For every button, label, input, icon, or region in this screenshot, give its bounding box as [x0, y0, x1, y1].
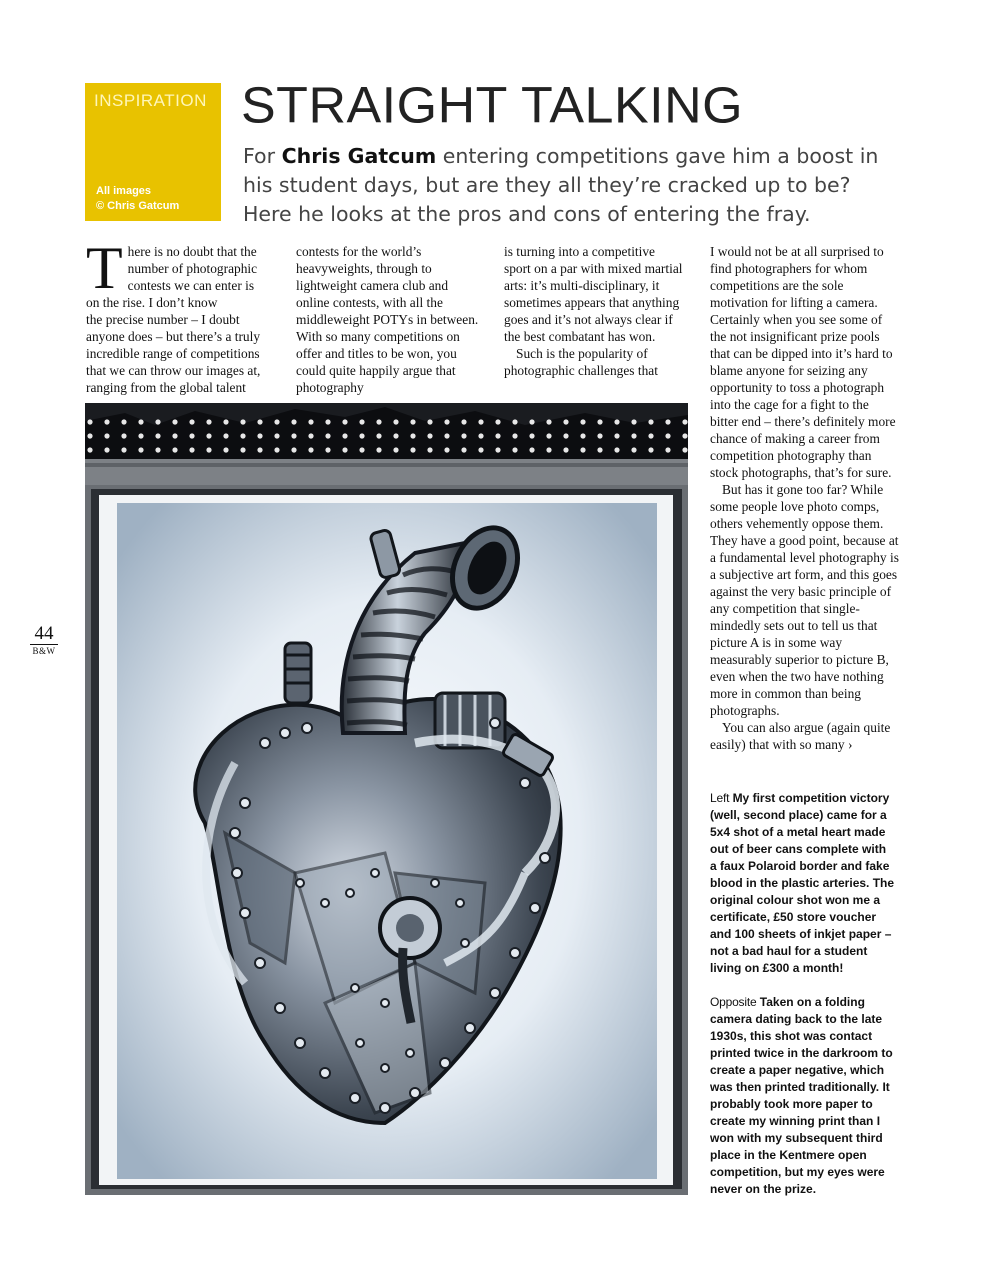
- metal-heart-photograph: [85, 403, 688, 1195]
- headline: STRAIGHT TALKING: [241, 77, 744, 135]
- standfirst: [243, 142, 883, 229]
- column-3-text-2: Such is the popularity of photographic challenges that: [504, 346, 658, 378]
- body-column-2: [296, 243, 482, 396]
- magazine-mark: B&W: [32, 646, 56, 656]
- column-4-text-3: You can also argue (again quite easily) that with so many ›: [710, 720, 891, 752]
- body-column-4: [710, 243, 900, 753]
- caption-left: [710, 790, 896, 977]
- column-4-text: I would not be at all surprised to find photographers for whom competitions are the sole motivation for lifting a camera. Certainly when you see some of the not insignificant prize pools that can be dipped into it’s hard to blame anyone for seizing any opportunity to toss a photograph into the cage for a fight to the bitter end – there’s definitely more chance of making a career from competition photography than stock photographs, that’s for sure.: [710, 244, 896, 480]
- credit-line-2: © Chris Gatcum: [96, 200, 180, 212]
- column-4-text-2: But has it gone too far? While some people love photo comps, others vehemently oppose them. They have a good point, because at a fundamental level photography is a subjective art form, and this goes against the very basic principle of any competition that single-mindedly sets out to tell us that picture A is in some way measurably superior to picture B, even when the two have nothing more in common than being photographs.: [710, 482, 899, 718]
- column-1-text: here is no doubt that the number of photographic contests we can enter is on the rise. I don’t know the precise number – I doubt anyone does – but there’s a truly incredible range of competitions that we can throw our images at, ranging from the global talent: [86, 244, 261, 395]
- standfirst-rest: entering competitions gave him a boost in his student days, but are they all they’re cracked up to be? Here he looks at the pros and cons of entering the fray.: [243, 144, 879, 226]
- caption-opposite-lead: Opposite: [710, 995, 757, 1009]
- section-tag-box: [85, 83, 221, 221]
- caption-left-lead: Left: [710, 791, 730, 805]
- credit-line-1: All images: [96, 185, 152, 197]
- column-3-text: is turning into a competitive sport on a par with mixed martial arts: it’s multi-disciplinary, it sometimes appears that anything goes and it’s not always clear if the best combatant has won.: [504, 244, 683, 344]
- folio: [30, 624, 58, 657]
- author-name: Chris Gatcum: [281, 144, 437, 168]
- drop-cap: T: [86, 235, 123, 301]
- column-2-text: contests for the world’s heavyweights, through to lightweight camera club and online contests, with all the middleweight POTYs in between. With so many competitions on offer and titles to be won, you could quite happily argue that photography: [296, 244, 479, 395]
- section-tag-label: INSPIRATION: [94, 91, 207, 110]
- caption-left-body: My first competition victory (well, second place) came for a 5x4 shot of a metal heart made out of beer cans complete with a faux Polaroid border and fake blood in the plastic arteries. The original colour shot won me a certificate, £50 store voucher and 100 sheets of inkjet paper – not a bad haul for a student living on £300 a month!: [710, 791, 895, 975]
- standfirst-prefix: For: [243, 144, 282, 168]
- body-column-3: [504, 243, 684, 379]
- caption-opposite: [710, 994, 896, 1198]
- body-column-1: [86, 235, 272, 396]
- page-number: 44: [30, 624, 58, 645]
- caption-opposite-body: Taken on a folding camera dating back to the late 1930s, this shot was contact printed twice in the darkroom to create a paper negative, which was then printed traditionally. It probably took more paper to create my winning print than I won with my subsequent third place in the Kentmere open competition, but my eyes were never on the prize.: [710, 995, 893, 1196]
- image-credit: [96, 184, 179, 214]
